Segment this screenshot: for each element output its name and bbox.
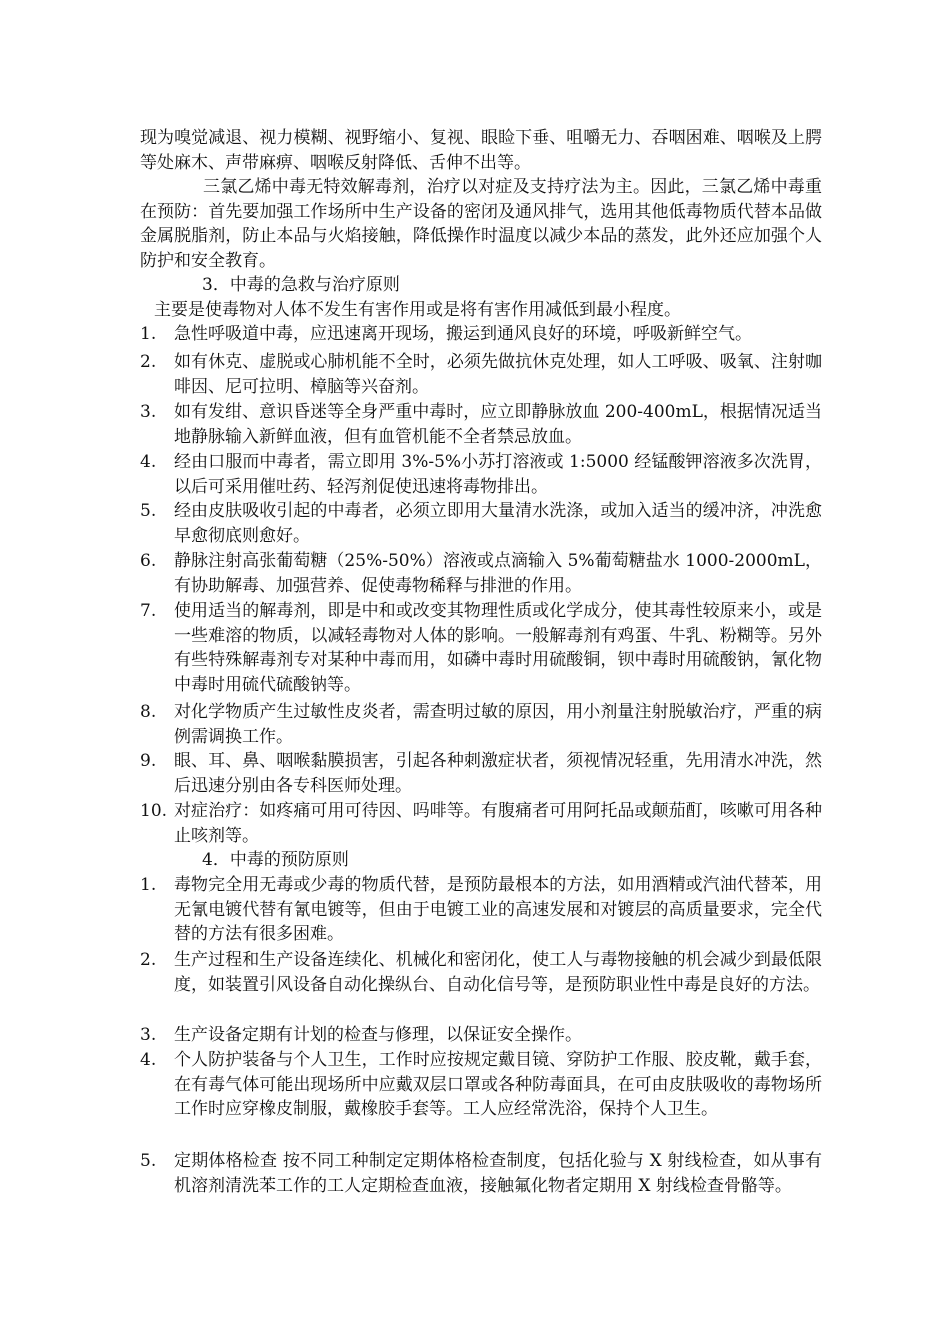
item-number: 4. [140, 1050, 157, 1070]
item-text: 生产过程和生产设备连续化、机械化和密闭化，使工人与毒物接触的机会减少到最低限度，如装置引风设备自动化操纵台、自动化信号等，是预防职业性中毒是良好的方法。 [174, 950, 822, 995]
section-3-list [0, 450, 950, 499]
item-text: 眼、耳、鼻、咽喉黏膜损害，引起各种刺激症状者，须视情况轻重，先用清水冲洗，然后迅速分别由各专科医师处理。 [174, 751, 822, 796]
section-3-heading: 3．中毒的急救与治疗原则 [202, 275, 400, 295]
item-text: 急性呼吸道中毒，应迅速离开现场，搬运到通风良好的环境，呼吸新鲜空气。 [174, 324, 752, 344]
section-3-list [0, 322, 950, 347]
list-item [0, 700, 950, 749]
item-number: 2. [140, 352, 157, 372]
section-4-list [0, 873, 950, 947]
item-text: 如有休克、虚脱或心肺机能不全时，必须先做抗休克处理，如人工呼吸、吸氧、注射咖啡因、尼可拉明、樟脑等兴奋剂。 [174, 352, 822, 397]
section-4 [0, 848, 950, 873]
list-item [0, 1149, 950, 1198]
section-3-list [0, 549, 950, 598]
list-item [0, 599, 950, 697]
intro-paragraph-1: 现为嗅觉减退、视力模糊、视野缩小、复视、眼睑下垂、咀嚼无力、吞咽困难、咽喉及上腭等处麻木、声带麻痹、咽喉反射降低、舌伸不出等。 [140, 128, 822, 173]
list-item [0, 400, 950, 449]
item-number: 8. [140, 702, 157, 722]
item-text: 对化学物质产生过敏性皮炎者，需查明过敏的原因，用小剂量注射脱敏治疗，严重的病例需调换工作。 [174, 702, 822, 747]
section-3-lead: 主要是使毒物对人体不发生有害作用或是将有害作用减低到最小程度。 [154, 299, 681, 320]
item-number: 3. [140, 1025, 157, 1045]
item-text: 对症治疗：如疼痛可用可待因、吗啡等。有腹痛者可用阿托品或颠茄酊，咳嗽可用各种止咳剂等。 [174, 801, 822, 846]
item-number: 2. [140, 950, 157, 970]
item-number: 1. [140, 875, 157, 895]
item-number: 7. [140, 601, 157, 621]
item-text: 经由皮肤吸收引起的中毒者，必须立即用大量清水洗涤，或加入适当的缓冲济，冲洗愈早愈彻底则愈好。 [174, 501, 822, 546]
list-item [0, 749, 950, 798]
item-text: 个人防护装备与个人卫生，工作时应按规定戴目镜、穿防护工作服、胶皮靴，戴手套，在有毒气体可能出现场所中应戴双层口罩或各种防毒面具，在可由皮肤吸收的毒物场所工作时应穿橡皮制服，戴橡胶手套等。工人应经常洗浴，保持个人卫生。 [174, 1050, 822, 1119]
intro-paragraph-2: 三氯乙烯中毒无特效解毒剂，治疗以对症及支持疗法为主。因此，三氯乙烯中毒重在预防：首先要加强工作场所中生产设备的密闭及通风排气，选用其他低毒物质代替本品做金属脱脂剂，防止本品与火焰接触，降低操作时温度以减少本品的蒸发，此外还应加强个人防护和安全教育。 [140, 177, 822, 271]
section-3-list [0, 749, 950, 798]
section-4-list [0, 1149, 950, 1198]
section-3-list [0, 350, 950, 399]
section-3 [0, 273, 950, 322]
list-item [0, 322, 950, 347]
item-number: 10. [140, 801, 168, 821]
section-3-list [0, 400, 950, 449]
item-text: 静脉注射高张葡萄糖（25%-50%）溶液或点滴输入 5%葡萄糖盐水 1000-2000mL，有协助解毒、加强营养、促使毒物稀释与排泄的作用。 [174, 551, 822, 596]
item-text: 如有发绀、意识昏迷等全身严重中毒时，应立即静脉放血 200-400mL，根据情况适当地静脉输入新鲜血液，但有血管机能不全者禁忌放血。 [174, 402, 822, 447]
item-number: 6. [140, 551, 157, 571]
item-number: 9. [140, 751, 157, 771]
item-text: 毒物完全用无毒或少毒的物质代替，是预防最根本的方法，如用酒精或汽油代替苯，用无氰电镀代替有氰电镀等，但由于电镀工业的高速发展和对镀层的高质量要求，完全代替的方法有很多困难。 [174, 875, 822, 944]
list-item [0, 549, 950, 598]
section-4-heading: 4．中毒的预防原则 [202, 850, 349, 870]
item-number: 3. [140, 402, 157, 422]
section-4-list [0, 1023, 950, 1048]
item-number: 5. [140, 501, 157, 521]
section-4-list [0, 1048, 950, 1122]
section-3-list [0, 499, 950, 548]
item-text: 定期体格检查 按不同工种制定定期体格检查制度，包括化验与 X 射线检查，如从事有机溶剂清洗苯工作的工人定期检查血液，接触氟化物者定期用 X 射线检查骨骼等。 [174, 1151, 822, 1196]
section-4-list [0, 948, 950, 997]
item-text: 经由口服而中毒者，需立即用 3%-5%小苏打溶液或 1:5000 经锰酸钾溶液多次洗胃，以后可采用催吐药、轻泻剂促使迅速将毒物排出。 [174, 452, 822, 497]
item-text: 生产设备定期有计划的检查与修理，以保证安全操作。 [174, 1025, 582, 1045]
list-item [0, 1048, 950, 1122]
section-3-list [0, 599, 950, 697]
item-number: 5. [140, 1151, 157, 1171]
list-item [0, 450, 950, 499]
item-number: 4. [140, 452, 157, 472]
list-item [0, 350, 950, 399]
list-item [0, 1023, 950, 1048]
list-item [0, 499, 950, 548]
list-item [0, 799, 950, 848]
list-item [0, 948, 950, 997]
section-3-list [0, 700, 950, 749]
intro-section [0, 126, 950, 273]
list-item [0, 873, 950, 947]
section-3-list [0, 799, 950, 848]
item-number: 1. [140, 324, 157, 344]
item-text: 使用适当的解毒剂，即是中和或改变其物理性质或化学成分，使其毒性较原来小，或是一些难溶的物质，以减轻毒物对人体的影响。一般解毒剂有鸡蛋、牛乳、粉糊等。另外有些特殊解毒剂专对某种中毒而用，如磷中毒时用硫酸铜，钡中毒时用硫酸钠，氰化物中毒时用硫代硫酸钠等。 [174, 601, 822, 695]
